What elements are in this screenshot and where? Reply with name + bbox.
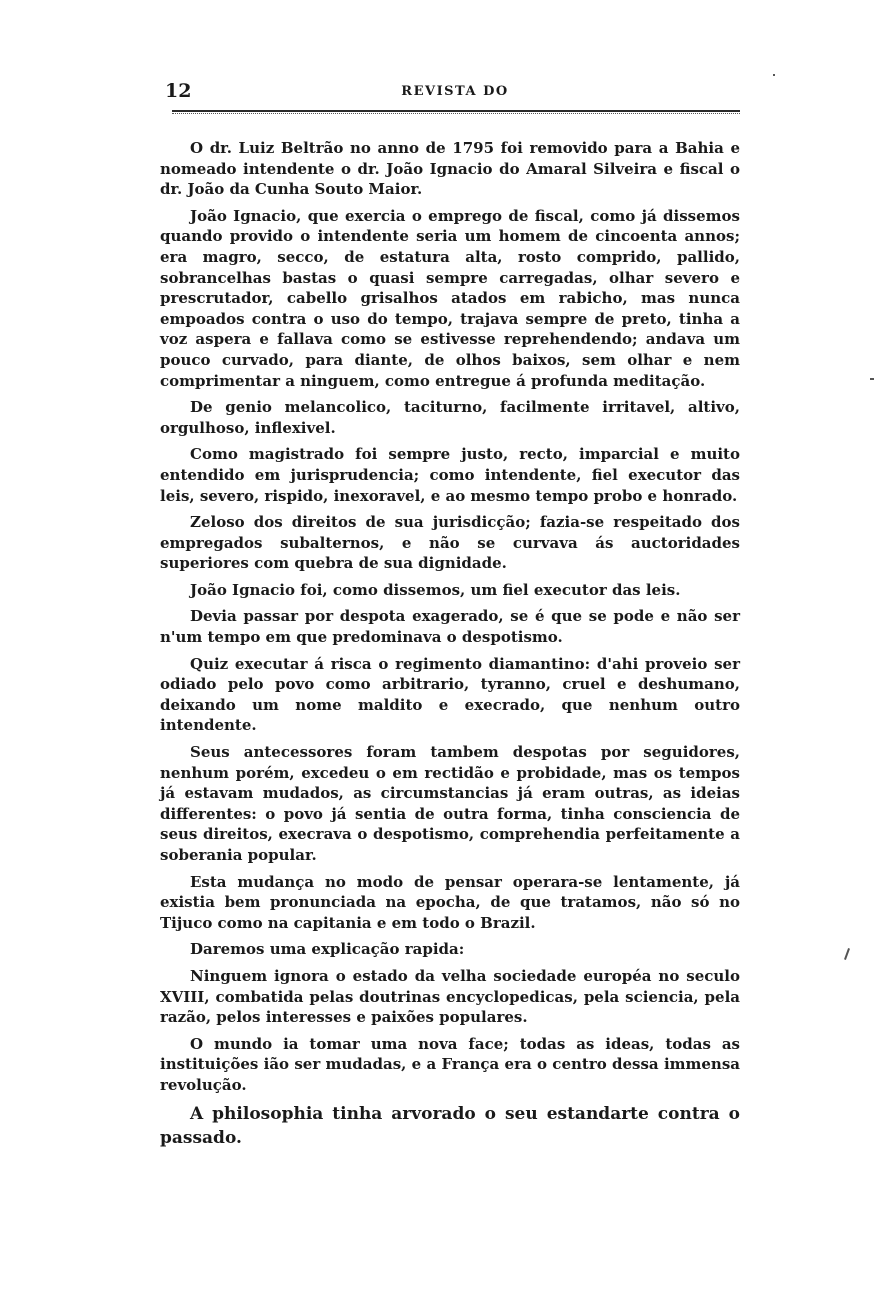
paragraph: Zeloso dos direitos de sua jurisdicção; fazia-se respeitado dos empregados subalternos, e não se curvava ás auctoridades superiores com quebra de sua dignidade. xyxy=(160,513,740,573)
paragraph: Quiz executar á risca o regimento diamantino: d'ahi proveio ser odiado pelo povo como arbitrario, tyranno, cruel e deshumano, deixando um nome maldito e execrado, que nenhum outro intendente. xyxy=(160,654,740,735)
print-speck xyxy=(773,74,775,76)
paragraph: O dr. Luiz Beltrão no anno de 1795 foi removido para a Bahia e nomeado intendente o dr. João Ignacio do Amaral Silveira e fiscal o dr. João da Cunha Souto Maior. xyxy=(160,139,740,199)
paragraph: Ninguem ignora o estado da velha sociedade européa no seculo XVIII, combatida pelas doutrinas encyclopedicas, pela sciencia, pela razão, pelos interesses e paixões populares. xyxy=(160,966,740,1027)
paragraph: Esta mudança no modo de pensar operara-se lentamente, já existia bem pronunciada na epocha, de que tratamos, não só no Tijuco como na capitania e em todo o Brazil. xyxy=(160,872,740,932)
print-speck xyxy=(844,948,850,960)
header-rule xyxy=(172,110,740,112)
page-number: 12 xyxy=(165,80,192,102)
paragraph: João Ignacio foi, como dissemos, um fiel executor das leis. xyxy=(190,580,681,599)
paragraph: De genio melancolico, taciturno, facilmente irritavel, altivo, orgulhoso, inflexivel. xyxy=(160,398,740,437)
paragraph: Daremos uma explicação rapida: xyxy=(190,940,465,959)
running-title: REVISTA DO xyxy=(401,84,509,99)
paragraph: A philosophia tinha arvorado o seu estandarte contra o passado. xyxy=(160,1103,740,1148)
paragraph: Devia passar por despota exagerado, se é que se pode e não ser n'um tempo em que predominava o despotismo. xyxy=(160,607,740,647)
paragraph: O mundo ia tomar uma nova face; todas as ideas, todas as instituições ião ser mudadas, e a França era o centro dessa immensa revolução. xyxy=(160,1034,740,1094)
paragraph: Como magistrado foi sempre justo, recto, imparcial e muito entendido em jurisprudencia; como intendente, fiel executor das leis, severo, rispido, inexoravel, e ao mesmo tempo probo e honrado. xyxy=(160,445,740,505)
paragraph: Seus antecessores foram tambem despotas por seguidores, nenhum porém, excedeu o em rectidão e probidade, mas os tempos já estavam mudados, as circumstancias já eram outras, as ideias differentes: o povo já sentia de outra forma, tinha consciencia de seus direitos, execrava o despotismo, comprehendia perfeitamente a soberania popular. xyxy=(160,743,740,864)
body-text xyxy=(160,138,740,1156)
print-speck xyxy=(870,378,874,380)
paragraph: João Ignacio, que exercia o emprego de fiscal, como já dissemos quando provido o intendente seria um homem de cincoenta annos; era magro, secco, de estatura alta, rosto comprido, pallido, sobrancelhas bastas o quasi sempre carregadas, olhar severo e prescrutador, cabello grisalhos atados em rabicho, mas nunca empoados contra o uso do tempo, trajava sempre de preto, tinha a voz aspera e fallava como se estivesse reprehendendo; andava um pouco curvado, para diante, de olhos baixos, sem olhar e nem comprimentar a ninguem, como entregue á profunda meditação. xyxy=(160,206,740,390)
